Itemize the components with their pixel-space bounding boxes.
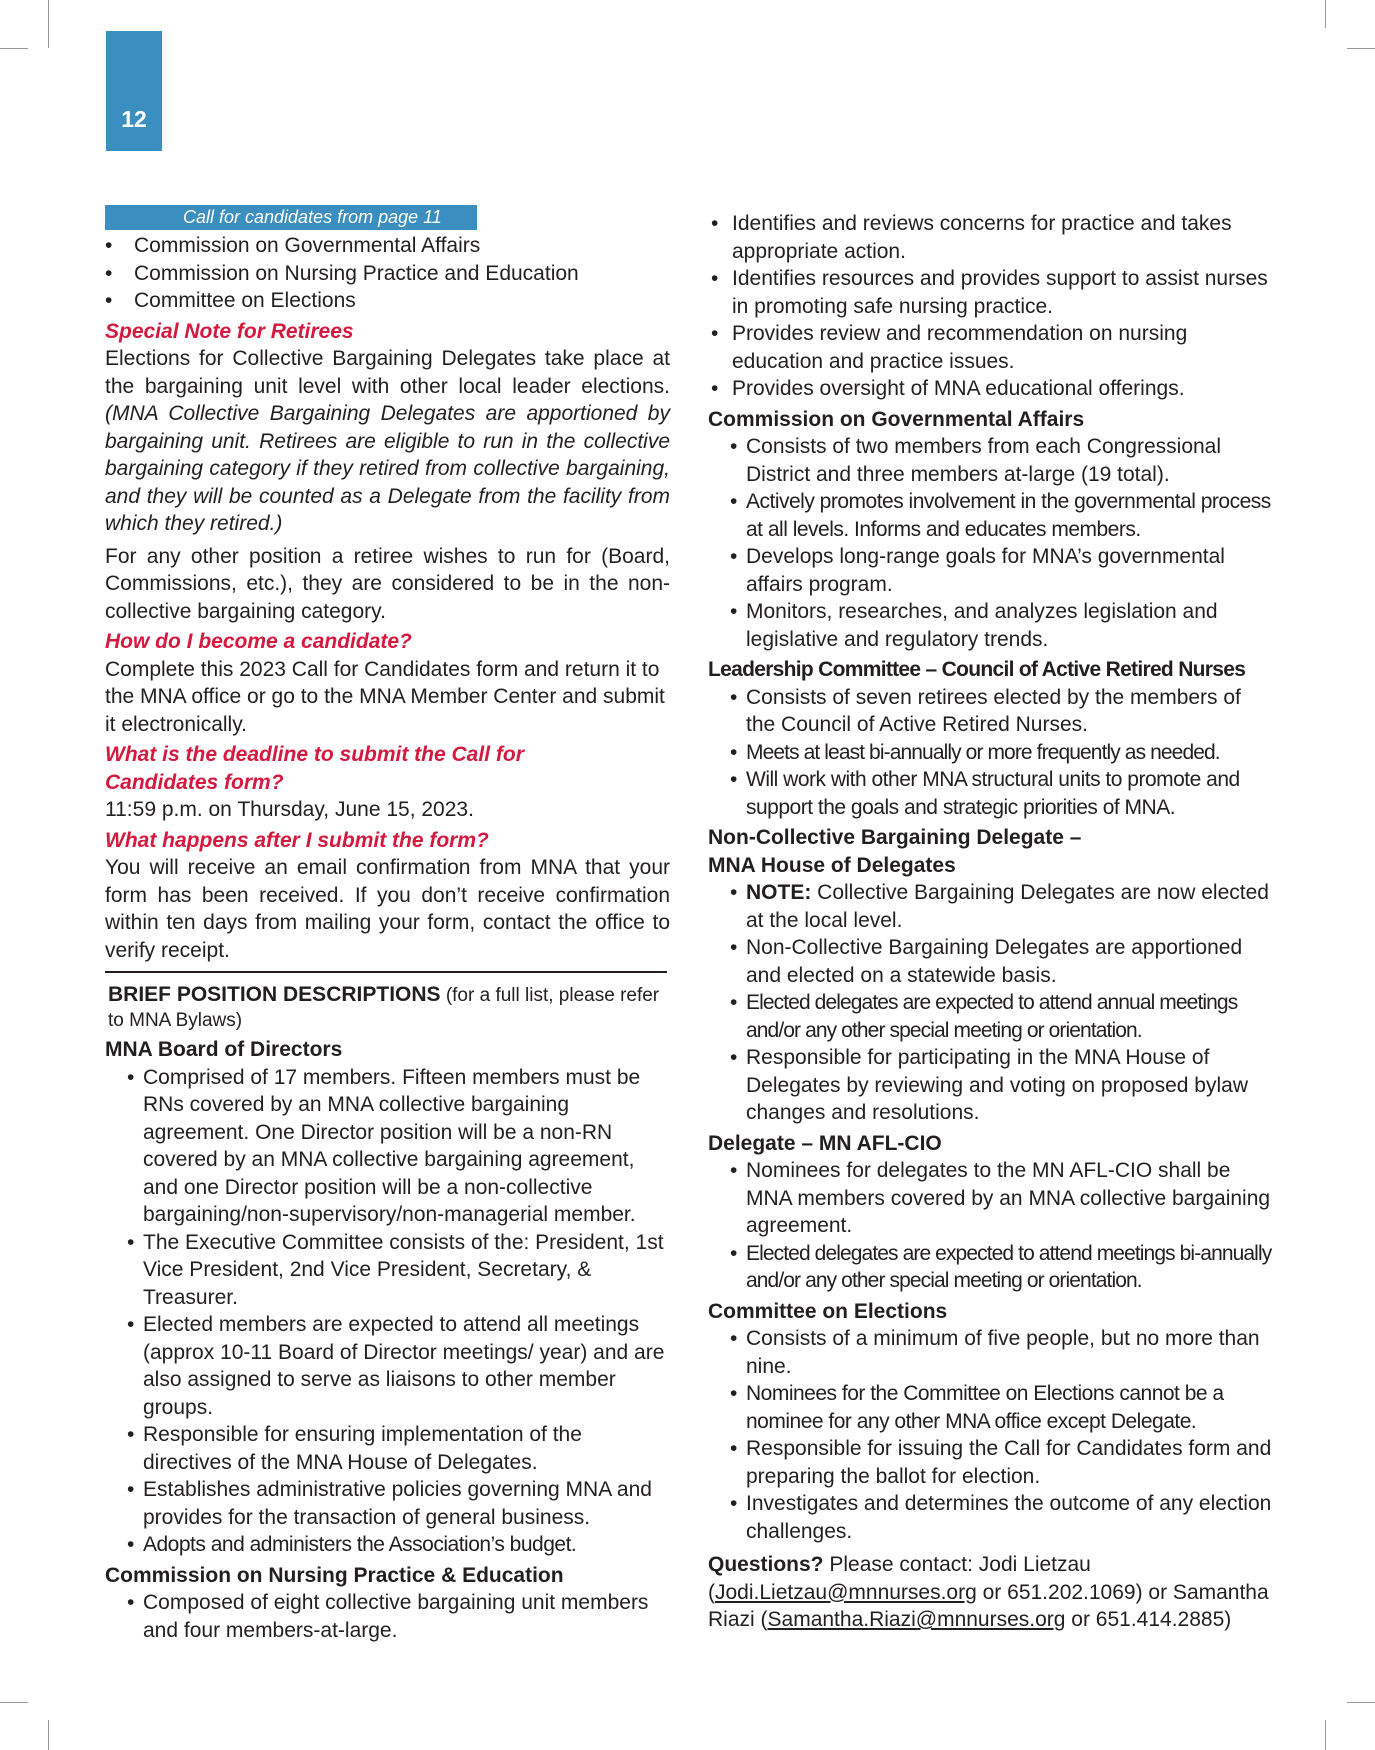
questions-text: or 651.414.2885) bbox=[1065, 1608, 1232, 1631]
elections-heading: Committee on Elections bbox=[708, 1299, 948, 1323]
crop-mark bbox=[1325, 1720, 1326, 1750]
list-item: • Consists of two members from each Congressional District and three members at-large (19 total). bbox=[730, 433, 1273, 488]
list-item: • Investigates and determines the outcome of any election challenges. bbox=[730, 1490, 1273, 1545]
ncbd-heading-line-2: MNA House of Delegates bbox=[708, 853, 956, 877]
list-item: • Commission on Nursing Practice and Education bbox=[105, 260, 670, 288]
list-item: • Nominees for delegates to the MN AFL-CIO shall be MNA members covered by an MNA collective bargaining agreement. bbox=[730, 1157, 1273, 1240]
list-item: • Consists of seven retirees elected by the members of the Council of Active Retired Nurses. bbox=[730, 684, 1273, 739]
cnpe-continued-list bbox=[708, 210, 1273, 403]
page-number: 12 bbox=[121, 106, 147, 132]
brief-title: BRIEF POSITION DESCRIPTIONS bbox=[108, 983, 441, 1006]
list-item: • Provides review and recommendation on nursing education and practice issues. bbox=[708, 320, 1273, 375]
commission-list bbox=[105, 232, 670, 315]
list-item: • Non-Collective Bargaining Delegates are apportioned and elected on a statewide basis. bbox=[730, 934, 1273, 989]
after-heading: What happens after I submit the form? bbox=[105, 828, 489, 852]
candidate-text: Complete this 2023 Call for Candidates form and return it to the MNA office or go to the MNA Member Center and submit it electronically. bbox=[105, 657, 665, 736]
crop-mark bbox=[1347, 48, 1375, 49]
right-column bbox=[708, 210, 1273, 1634]
list-item: • Establishes administrative policies governing MNA and provides for the transaction of general business. bbox=[127, 1476, 670, 1531]
note-text: Collective Bargaining Delegates are now elected at the local level. bbox=[746, 881, 1269, 932]
afl-cio-heading: Delegate – MN AFL-CIO bbox=[708, 1131, 942, 1155]
list-item: • Composed of eight collective bargaining unit members and four members-at-large. bbox=[127, 1589, 670, 1644]
cnpe-list bbox=[105, 1589, 670, 1644]
board-heading: MNA Board of Directors bbox=[105, 1038, 343, 1061]
list-item: • Responsible for issuing the Call for Candidates form and preparing the ballot for election. bbox=[730, 1435, 1273, 1490]
questions-label: Questions? bbox=[708, 1553, 824, 1576]
elections-list bbox=[708, 1325, 1273, 1545]
list-item: • Identifies resources and provides support to assist nurses in promoting safe nursing practice. bbox=[708, 265, 1273, 320]
brief-note: (for a full list, please refer to MNA Bylaws) bbox=[108, 985, 660, 1031]
list-item: • Will work with other MNA structural units to promote and support the goals and strategic priorities of MNA. bbox=[730, 766, 1273, 821]
list-item: • Comprised of 17 members. Fifteen members must be RNs covered by an MNA collective bargaining agreement. One Director position will be a non-RN covered by an MNA collective bargaining agreement, and one Director position will be a non-collective bargaining/non-supervisory/non-managerial member. bbox=[127, 1064, 670, 1229]
page-number-tab bbox=[106, 31, 162, 151]
list-item: • Meets at least bi-annually or more frequently as needed. bbox=[730, 739, 1273, 767]
board-list bbox=[105, 1064, 670, 1559]
ncbd-heading bbox=[708, 824, 1273, 879]
cga-list bbox=[708, 433, 1273, 653]
crop-mark bbox=[1325, 0, 1326, 28]
left-column bbox=[105, 205, 670, 1644]
continued-banner: Call for candidates from page 11 bbox=[105, 205, 477, 230]
after-text: You will receive an email confirmation from MNA that your form has been received. If you don’t receive confirmation within ten days from mailing your form, contact the office to verify receipt. bbox=[105, 856, 670, 962]
questions-paragraph bbox=[708, 1551, 1273, 1634]
list-item: • The Executive Committee consists of the: President, 1st Vice President, 2nd Vice President, Secretary, & Treasurer. bbox=[127, 1229, 670, 1312]
questions-text: Please contact: Jodi Lietzau ( bbox=[708, 1553, 1091, 1604]
crop-mark bbox=[48, 0, 49, 48]
deadline-text: 11:59 p.m. on Thursday, June 15, 2023. bbox=[105, 798, 474, 821]
list-item: • Identifies and reviews concerns for practice and takes appropriate action. bbox=[708, 210, 1273, 265]
retirees-text: Elections for Collective Bargaining Delegates take place at the bargaining unit level with other local leader elections. bbox=[105, 347, 670, 398]
retirees-paragraph-2: For any other position a retiree wishes to run for (Board, Commissions, etc.), they are considered to be in the non-collective bargaining category. bbox=[105, 544, 670, 623]
list-item: • Actively promotes involvement in the governmental process at all levels. Informs and educates members. bbox=[730, 488, 1273, 543]
brief-descriptions-heading bbox=[105, 982, 670, 1033]
candidate-heading: How do I become a candidate? bbox=[105, 630, 412, 653]
list-item: • Responsible for participating in the MNA House of Delegates by reviewing and voting on proposed bylaw changes and resolutions. bbox=[730, 1044, 1273, 1127]
leadership-committee-list bbox=[708, 684, 1273, 822]
list-item: • Commission on Governmental Affairs bbox=[105, 232, 670, 260]
questions-text: or 651.202.1069) or Samantha Riazi ( bbox=[708, 1580, 1269, 1631]
email-link-jodi[interactable]: Jodi.Lietzau@mnnurses.org bbox=[715, 1580, 977, 1604]
note-label: NOTE: bbox=[746, 881, 812, 904]
crop-mark bbox=[48, 1720, 49, 1750]
leadership-committee-heading: Leadership Committee – Council of Active Retired Nurses bbox=[708, 658, 1246, 681]
list-item: • Consists of a minimum of five people, but no more than nine. bbox=[730, 1325, 1273, 1380]
list-item: • Elected delegates are expected to attend meetings bi-annually and/or any other special meeting or orientation. bbox=[730, 1240, 1273, 1295]
crop-mark bbox=[0, 1702, 28, 1703]
list-item: • Responsible for ensuring implementation of the directives of the MNA House of Delegates. bbox=[127, 1421, 670, 1476]
list-item: • Elected delegates are expected to attend annual meetings and/or any other special meeting or orientation. bbox=[730, 989, 1273, 1044]
ncbd-list bbox=[708, 879, 1273, 1127]
retirees-heading: Special Note for Retirees bbox=[105, 319, 354, 343]
retirees-paragraph bbox=[105, 345, 670, 538]
list-item: • Nominees for the Committee on Elections cannot be a nominee for any other MNA office except Delegate. bbox=[730, 1380, 1273, 1435]
list-item: • Develops long-range goals for MNA’s governmental affairs program. bbox=[730, 543, 1273, 598]
crop-mark bbox=[0, 48, 28, 49]
divider bbox=[105, 971, 667, 973]
list-item: • Provides oversight of MNA educational offerings. bbox=[708, 375, 1273, 403]
list-item: • Monitors, researches, and analyzes legislation and legislative and regulatory trends. bbox=[730, 598, 1273, 653]
ncbd-heading-line-1: Non-Collective Bargaining Delegate – bbox=[708, 826, 1082, 849]
list-item: • Committee on Elections bbox=[105, 287, 670, 315]
crop-mark bbox=[1347, 1702, 1375, 1703]
list-item: • Adopts and administers the Association’s budget. bbox=[127, 1531, 670, 1559]
cga-heading: Commission on Governmental Affairs bbox=[708, 407, 1085, 431]
retirees-italic-text: (MNA Collective Bargaining Delegates are apportioned by bargaining unit. Retirees are eligible to run in the collective bargaining category if they retired from collective bargaining, and they will be counted as a Delegate from the facility from which they retired.) bbox=[105, 402, 670, 535]
deadline-heading: What is the deadline to submit the Call for Candidates form? bbox=[105, 743, 524, 794]
email-link-samantha[interactable]: Samantha.Riazi@mnnurses.org bbox=[767, 1608, 1066, 1631]
afl-cio-list bbox=[708, 1157, 1273, 1295]
cnpe-heading: Commission on Nursing Practice & Education bbox=[105, 1563, 564, 1587]
list-item: • Elected members are expected to attend all meetings (approx 10-11 Board of Director meetings/ year) and are also assigned to serve as liaisons to other member groups. bbox=[127, 1311, 670, 1421]
list-item bbox=[730, 879, 1273, 934]
